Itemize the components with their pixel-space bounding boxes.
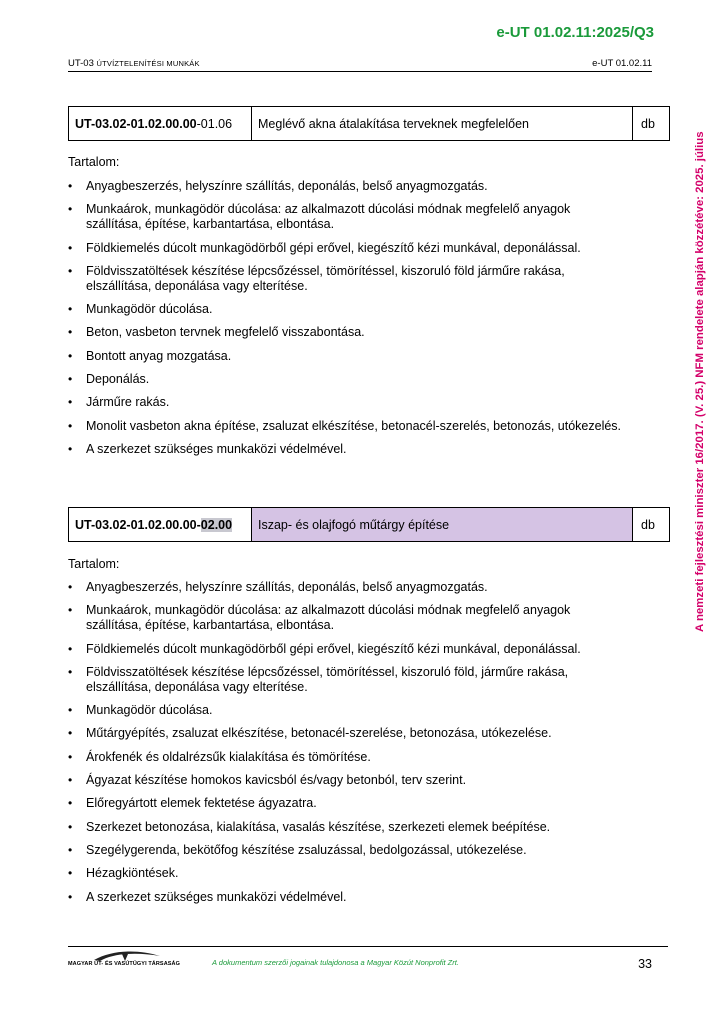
list-item: • Munkaárok, munkagödör dúcolása: az alkalmazott dúcolási módnak megfelelő anyagok szállítása, építése, karbantartása, elbontása. <box>68 603 628 633</box>
copyright-note: A dokumentum szerzői jogainak tulajdonosa a Magyar Közút Nonprofit Zrt. <box>212 958 459 967</box>
item-code-suffix: -01.06 <box>196 116 233 131</box>
list-item: • Anyagbeszerzés, helyszínre szállítás, deponálás, belső anyagmozgatás. <box>68 580 628 595</box>
list-item: • Földvisszatöltések készítése lépcsőzéssel, tömörítéssel, kiszoruló föld, járműre rakása, elszállítása, deponálása vagy elterítése. <box>68 665 628 695</box>
list-item: • Hézagkiöntések. <box>68 866 628 881</box>
item-code <box>69 107 252 141</box>
page-number: 33 <box>638 957 652 971</box>
item-row <box>69 107 670 141</box>
list-item: • Anyagbeszerzés, helyszínre szállítás, deponálás, belső anyagmozgatás. <box>68 179 628 194</box>
publisher-logo <box>68 950 188 972</box>
list-item: • Árokfenék és oldalrézsűk kialakítása és tömörítése. <box>68 750 628 765</box>
list-item: • Munkagödör dúcolása. <box>68 703 628 718</box>
running-header-right: e-UT 01.02.11 <box>592 58 652 69</box>
item-name: Iszap- és olajfogó műtárgy építése <box>252 508 633 542</box>
chapter-code: UT-03 <box>68 58 94 69</box>
item-row <box>69 508 670 542</box>
content-label: Tartalom: <box>68 557 120 571</box>
list-item: • Szegélygerenda, bekötőfog készítése zsaluzással, bedolgozással, utókezelése. <box>68 843 628 858</box>
running-header-left <box>68 58 200 69</box>
item-code-dash: - <box>196 517 201 532</box>
list-item: • Beton, vasbeton tervnek megfelelő visszabontása. <box>68 325 628 340</box>
list-item: • Műtárgyépítés, zsaluzat elkészítése, betonacél-szerelése, betonozása, utókezelése. <box>68 726 628 741</box>
list-item: • Járműre rakás. <box>68 395 628 410</box>
list-item: • Bontott anyag mozgatása. <box>68 349 628 364</box>
item-code-suffix: 02.00 <box>200 517 233 532</box>
list-item: • Munkaárok, munkagödör dúcolása: az alkalmazott dúcolási módnak megfelelő anyagok szállítása, építése, karbantartása, elbontása. <box>68 202 628 232</box>
list-item: • Munkagödör dúcolása. <box>68 302 628 317</box>
list-item: • Előregyártott elemek fektetése ágyazatra. <box>68 796 628 811</box>
list-item: • Földkiemelés dúcolt munkagödörből gépi erővel, kiegészítő kézi munkával, deponálással. <box>68 241 628 256</box>
item-code <box>69 508 252 542</box>
list-item: • A szerkezet szükséges munkaközi védelmével. <box>68 890 628 905</box>
list-item: • Deponálás. <box>68 372 628 387</box>
side-publication-note: A nemzeti fejlesztési miniszter 16/2017. (V. 25.) NFM rendelete alapján közzétéve: 2025. július <box>694 131 706 632</box>
header-rule <box>68 71 652 72</box>
content-list-2 <box>68 580 628 913</box>
list-item: • Földkiemelés dúcolt munkagödörből gépi erővel, kiegészítő kézi munkával, deponálással. <box>68 642 628 657</box>
list-item: • Földvisszatöltések készítése lépcsőzéssel, tömörítéssel, kiszoruló föld járműre rakása, elszállítása, deponálása vagy elterítése. <box>68 264 628 294</box>
item-unit: db <box>633 107 670 141</box>
item-table-2 <box>68 507 670 542</box>
footer-rule <box>68 946 668 947</box>
item-code-main: UT-03.02-01.02.00.00 <box>75 116 197 131</box>
item-unit: db <box>633 508 670 542</box>
list-item: • Szerkezet betonozása, kialakítása, vasalás készítése, szerkezeti elemek beépítése. <box>68 820 628 835</box>
item-table-1 <box>68 106 670 141</box>
list-item: • Ágyazat készítése homokos kavicsból és/vagy betonból, terv szerint. <box>68 773 628 788</box>
list-item: • Monolit vasbeton akna építése, zsaluzat elkészítése, betonacél-szerelés, betonozás, utókezelés. <box>68 419 628 434</box>
content-label: Tartalom: <box>68 155 120 169</box>
list-item: • A szerkezet szükséges munkaközi védelmével. <box>68 442 628 457</box>
item-code-main: UT-03.02-01.02.00.00 <box>75 517 197 532</box>
item-name: Meglévő akna átalakítása terveknek megfelelően <box>252 107 633 141</box>
document-code: e-UT 01.02.11:2025/Q3 <box>496 24 654 41</box>
content-list-1 <box>68 179 628 465</box>
chapter-title: ÚTVÍZTELENÍTÉSI MUNKÁK <box>96 59 200 68</box>
logo-text: MAGYAR ÚT- ÉS VASÚTÜGYI TÁRSASÁG <box>68 961 180 967</box>
